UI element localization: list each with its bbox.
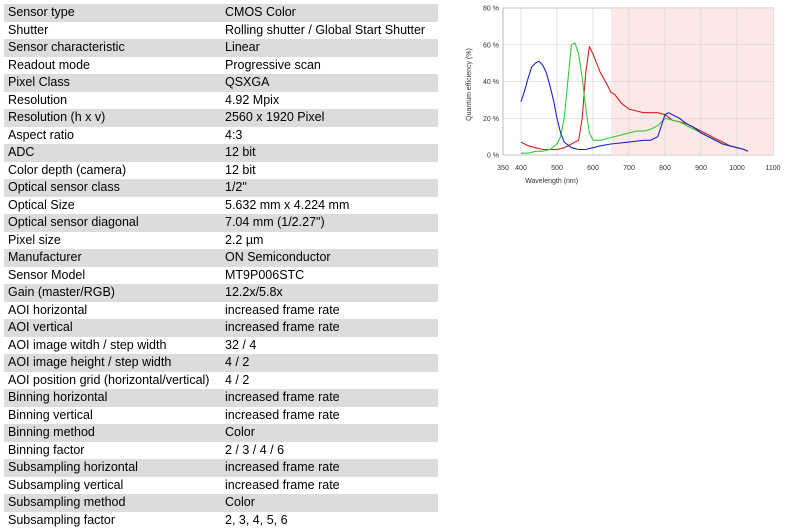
x-tick-label: 800 [659, 165, 671, 172]
spec-value: 7.04 mm (1/2.27") [221, 214, 438, 232]
spec-value: 4.92 Mpix [225, 92, 280, 107]
spec-value: QSXGA [221, 74, 438, 92]
spec-row [4, 319, 438, 337]
spec-row [4, 407, 438, 425]
spec-value: 12.2x/5.8x [221, 284, 438, 302]
spec-row [4, 4, 438, 22]
spec-value: increased frame rate [221, 459, 438, 477]
y-tick-label: 20 % [483, 115, 499, 123]
spec-label: Pixel size [8, 232, 61, 247]
x-tick-label: 1000 [729, 165, 745, 172]
spec-label: AOI image height / step width [4, 354, 221, 372]
spec-label: Readout mode [8, 57, 91, 72]
x-tick-label: 900 [695, 165, 707, 172]
spec-value: 12 bit [221, 144, 438, 162]
quantum-efficiency-chart [452, 0, 787, 195]
spec-row [4, 389, 438, 407]
y-tick-label: 40 % [483, 79, 499, 86]
spec-row [4, 232, 438, 250]
spec-label: Binning factor [8, 442, 85, 457]
spec-value: 4 / 2 [225, 372, 250, 387]
x-tick-label: 350 [497, 165, 509, 172]
spec-label: Gain (master/RGB) [4, 284, 221, 302]
spec-label: Binning method [4, 424, 221, 442]
spec-value: 12 bit [225, 162, 256, 177]
spec-row [4, 267, 438, 285]
spec-value: CMOS Color [221, 4, 438, 22]
spec-row [4, 162, 438, 180]
spec-value: increased frame rate [225, 407, 340, 422]
spec-value: ON Semiconductor [221, 249, 438, 267]
spec-row [4, 302, 438, 320]
spec-row [4, 197, 438, 215]
spec-value: 1/2" [221, 179, 438, 197]
y-tick-label: 0 % [486, 152, 499, 160]
x-tick-label: 500 [551, 165, 563, 172]
spec-row [4, 424, 438, 442]
spec-row [4, 284, 438, 302]
spec-label: Resolution (h x v) [4, 109, 221, 127]
spec-value: Progressive scan [225, 57, 321, 72]
spec-label: Color depth (camera) [8, 162, 127, 177]
spec-row [4, 74, 438, 92]
spec-label: AOI position grid (horizontal/vertical) [8, 372, 210, 387]
spec-row [4, 337, 438, 355]
spec-row [4, 354, 438, 372]
spec-value: 2, 3, 4, 5, 6 [225, 512, 288, 527]
spec-label: Sensor Model [8, 267, 86, 282]
spec-label: Sensor characteristic [4, 39, 221, 57]
sensor-spec-table [4, 4, 438, 529]
spec-label: Manufacturer [4, 249, 221, 267]
spec-label: ADC [4, 144, 221, 162]
spec-label: Subsampling vertical [8, 477, 124, 492]
spec-value: Color [221, 494, 438, 512]
spec-row [4, 92, 438, 110]
spec-value: 2 / 3 / 4 / 6 [225, 442, 285, 457]
spec-row [4, 144, 438, 162]
spec-label: Optical sensor diagonal [4, 214, 221, 232]
spec-row [4, 494, 438, 512]
y-tick-label: 60 % [483, 42, 499, 50]
spec-value: 2560 x 1920 Pixel [221, 109, 438, 127]
y-tick-label: 80 % [483, 5, 499, 13]
spec-row [4, 179, 438, 197]
spec-row [4, 459, 438, 477]
spec-label: Optical Size [8, 197, 75, 212]
spec-value: increased frame rate [225, 477, 340, 492]
spec-value: 32 / 4 [225, 337, 257, 352]
spec-label: Subsampling factor [8, 512, 116, 527]
spec-row [4, 109, 438, 127]
spec-value: increased frame rate [225, 302, 340, 317]
spec-label: Shutter [8, 22, 49, 37]
x-axis-label: Wavelength (nm) [525, 178, 579, 185]
y-axis-label: Quantum efficiency (%) [466, 48, 473, 121]
spec-row [4, 57, 438, 75]
spec-label: Binning vertical [8, 407, 93, 422]
spec-label: Optical sensor class [4, 179, 221, 197]
spec-value: Color [221, 424, 438, 442]
spec-value: 4 / 2 [221, 354, 438, 372]
spec-value: MT9P006STC [225, 267, 305, 282]
x-tick-label: 400 [515, 165, 527, 172]
spec-row [4, 22, 438, 40]
spec-value: 4:3 [225, 127, 243, 142]
spec-row [4, 477, 438, 495]
spec-label: Subsampling method [4, 494, 221, 512]
spec-value: Linear [221, 39, 438, 57]
spec-row [4, 372, 438, 390]
spec-row [4, 214, 438, 232]
x-tick-label: 700 [623, 165, 635, 172]
spec-value: increased frame rate [221, 319, 438, 337]
spec-label: Binning horizontal [4, 389, 221, 407]
spec-row [4, 512, 438, 530]
x-tick-label: 600 [587, 165, 599, 172]
spec-label: Sensor type [4, 4, 221, 22]
spec-label: AOI horizontal [8, 302, 88, 317]
spec-row [4, 127, 438, 145]
spec-label: AOI image witdh / step width [8, 337, 167, 352]
spec-label: Aspect ratio [8, 127, 75, 142]
spec-label: Resolution [8, 92, 68, 107]
spec-label: Pixel Class [4, 74, 221, 92]
spec-row [4, 442, 438, 460]
x-tick-label: 1100 [765, 165, 781, 172]
spec-value: increased frame rate [221, 389, 438, 407]
spec-row [4, 249, 438, 267]
spec-label: Subsampling horizontal [4, 459, 221, 477]
spec-value: 5.632 mm x 4.224 mm [225, 197, 350, 212]
spec-value: Rolling shutter / Global Start Shutter [225, 22, 426, 37]
spec-row [4, 39, 438, 57]
spec-value: 2.2 µm [225, 232, 264, 247]
spec-label: AOI vertical [4, 319, 221, 337]
